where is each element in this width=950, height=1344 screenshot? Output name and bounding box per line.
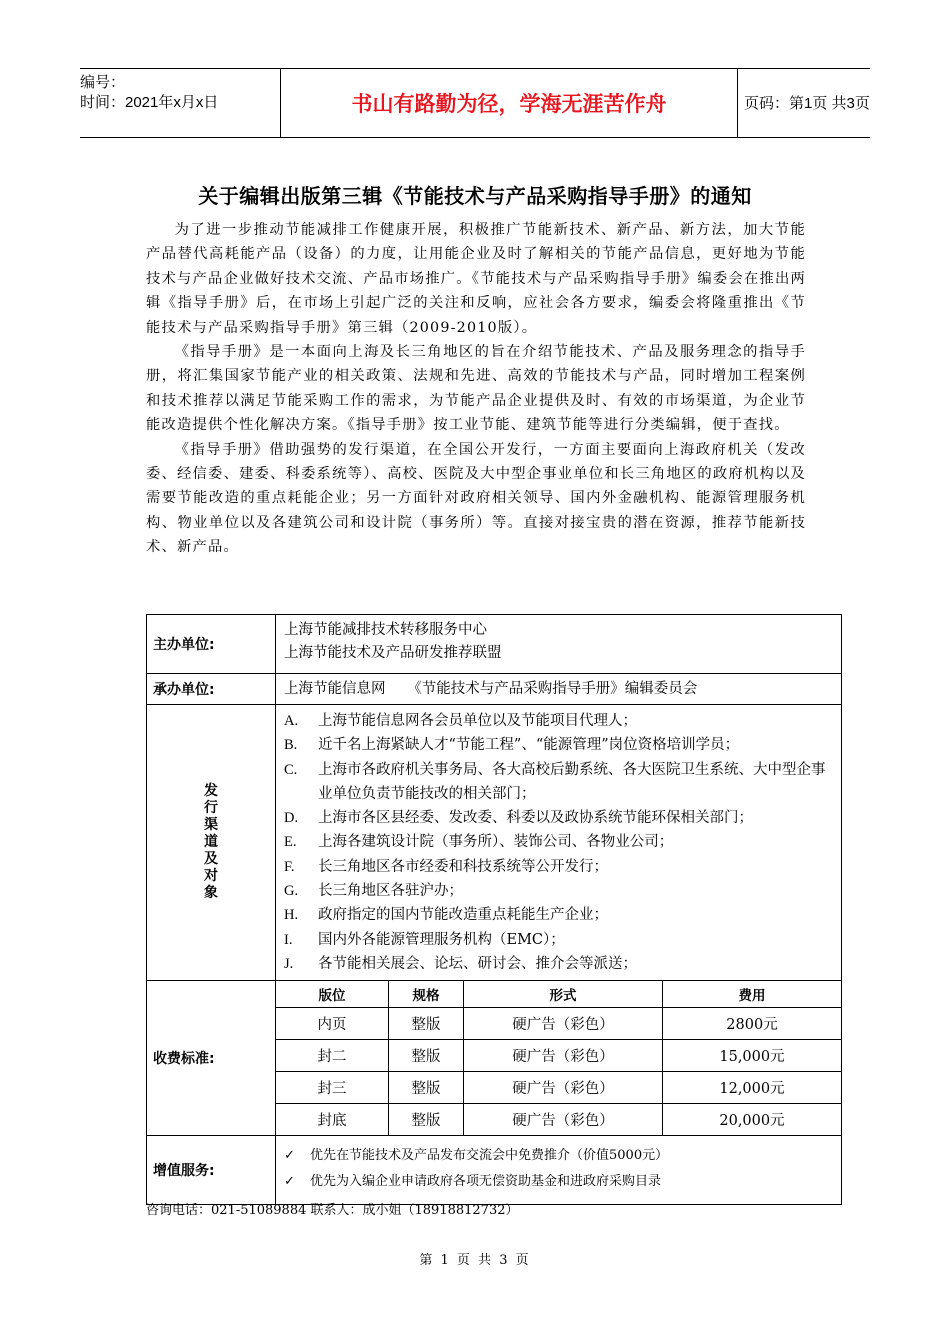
undertaker-label: 承办单位: [147,674,276,705]
organizer-item: 上海节能技术及产品研发推荐联盟 [284,645,502,661]
channel-label-char: 渠 [204,817,218,834]
fee-cell-spec: 整版 [389,1072,464,1104]
table-row [276,1104,841,1136]
check-icon: ✓ [284,1148,295,1164]
channel-label-char: 行 [204,800,218,817]
fee-header: 规格 [389,981,464,1008]
undertaker-row [147,674,842,705]
list-item: B. 近千名上海紧缺人才“节能工程”、“能源管理”岗位资格培训学员； [284,737,740,754]
value-label: 增值服务: [147,1136,276,1205]
list-item: C. 上海市各政府机关事务局、各大高校后勤系统、各大医院卫生系统、大中型企事业单位负责节能技改的相关部门； [284,761,826,802]
list-item: G. 长三角地区各驻沪办； [284,883,463,900]
organizer-list [276,615,842,674]
table-row [276,1008,841,1040]
list-item: D. 上海市各区县经委、发改委、科委以及政协系统节能环保相关部门； [284,810,753,827]
page-footer: 第 1 页 共 3 页 [419,1253,531,1268]
channel-label [147,705,276,981]
fee-header: 费用 [663,981,842,1008]
table-row [276,1072,841,1104]
fee-header-row [276,981,841,1008]
fee-cell [276,981,842,1136]
document-body [146,218,806,560]
document-title: 关于编辑出版第三辑《节能技术与产品采购指导手册》的通知 [198,184,752,208]
header-page-info: 页码：第1页 共3页 [744,95,870,112]
fee-cell-price: 2800元 [663,1008,842,1040]
info-table [146,614,842,1205]
paragraph-2: 《指导手册》是一本面向上海及长三角地区的旨在介绍节能技术、产品及服务理念的指导手册，将汇集国家节能产业的相关政策、法规和先进、高效的节能技术与产品，同时增加工程案例和技术推荐以满足节能采购工作的需求，为节能产品企业提供及时、有效的市场渠道，为企业节能改造提供个性化解决方案。《指导手册》按工业节能、建筑节能等进行分类编辑，便于查找。 [146,344,806,434]
paragraph-3: 《指导手册》借助强势的发行渠道，在全国公开发行，一方面主要面向上海政府机关（发改委、经信委、建委、科委系统等）、高校、医院及大中型企事业单位和长三角地区的政府机构以及需要节能改造的重点耗能企业；另一方面针对政府相关领导、国内外金融机构、能源管理服务机构、物业单位以及各建筑公司和设计院（事务所）等。直接对接宝贵的潜在资源，推荐节能新技术、新产品。 [146,441,806,556]
fee-cell-form: 硬广告（彩色） [464,1072,663,1104]
fee-cell-price: 20,000元 [719,1113,785,1130]
value-row [147,1136,842,1205]
list-item: I. 国内外各能源管理服务机构（EMC）； [284,931,565,948]
fee-cell-price: 12,000元 [663,1072,842,1104]
channel-label-char: 对 [204,868,218,885]
header-left [80,69,280,141]
channel-list [276,705,842,981]
list-item: J. 各节能相关展会、论坛、研讨会、推介会等派送； [284,955,637,972]
table-row [276,1040,841,1072]
channel-label-char: 象 [204,885,218,902]
fee-cell-price: 15,000元 [663,1040,842,1072]
list-item: H. 政府指定的国内节能改造重点耗能生产企业； [284,907,608,924]
channel-label-char: 发 [204,783,218,800]
channel-label-char: 及 [204,851,218,868]
document-date: 时间：2021年x月x日 [80,94,219,111]
fee-cell-position: 封底 [276,1104,389,1136]
fee-row [147,981,842,1136]
fee-header: 版位 [276,981,389,1008]
fee-cell-spec: 整版 [389,1104,464,1136]
fee-header: 形式 [464,981,663,1008]
list-item: ✓ 优先在节能技术及产品发布交流会中免费推介（价值5000元） [276,1143,841,1169]
document-number: 编号： [80,74,126,91]
fee-label: 收费标准: [147,981,276,1136]
list-item: ✓ 优先为入编企业申请政府各项无偿资助基金和进政府采购目录 [276,1169,841,1195]
fee-cell-position: 内页 [276,1008,389,1040]
organizer-row [147,615,842,674]
fee-cell-spec: 整版 [389,1040,464,1072]
paragraph-1: 为了进一步推动节能减排工作健康开展，积极推广节能新技术、新产品、新方法，加大节能产品替代高耗能产品（设备）的力度，让用能企业及时了解相关的节能产品信息，更好地为节能技术与产品企业做好技术交流、产品市场推广。《节能技术与产品采购指导手册》编委会在推出两辑《指导手册》后，在市场上引起广泛的关注和反响，应社会各方要求，编委会将隆重推出《节能技术与产品采购指导手册》第三辑（2009-2010版）。 [146,222,806,336]
list-item: A. 上海节能信息网各会员单位以及节能项目代理人； [284,713,637,729]
fee-cell-spec: 整版 [389,1008,464,1040]
value-list [276,1136,842,1205]
channel-label-char: 道 [204,834,218,851]
fee-cell-form: 硬广告（彩色） [464,1008,663,1040]
page-header [80,68,870,138]
list-item: F. 长三角地区各市经委和科技系统等公开发行； [284,858,608,875]
list-item: E. 上海各建筑设计院（事务所）、装饰公司、各物业公司； [284,834,674,851]
fee-cell-form: 硬广告（彩色） [464,1040,663,1072]
fee-table [276,981,841,1135]
channel-row [147,705,842,981]
organizer-label: 主办单位: [147,615,276,674]
undertaker-value: 上海节能信息网 《节能技术与产品采购指导手册》编辑委员会 [276,674,842,705]
fee-cell-position: 封三 [276,1072,389,1104]
fee-cell-form: 硬广告（彩色） [464,1104,663,1136]
contact-info: 咨询电话：021-51089884 联系人：成小姐（18918812732） [146,1203,519,1218]
header-motto: 书山有路勤为径，学海无涯苦作舟 [280,69,738,137]
check-icon: ✓ [284,1174,295,1190]
fee-cell-position: 封二 [276,1040,389,1072]
organizer-item: 上海节能减排技术转移服务中心 [284,622,487,638]
